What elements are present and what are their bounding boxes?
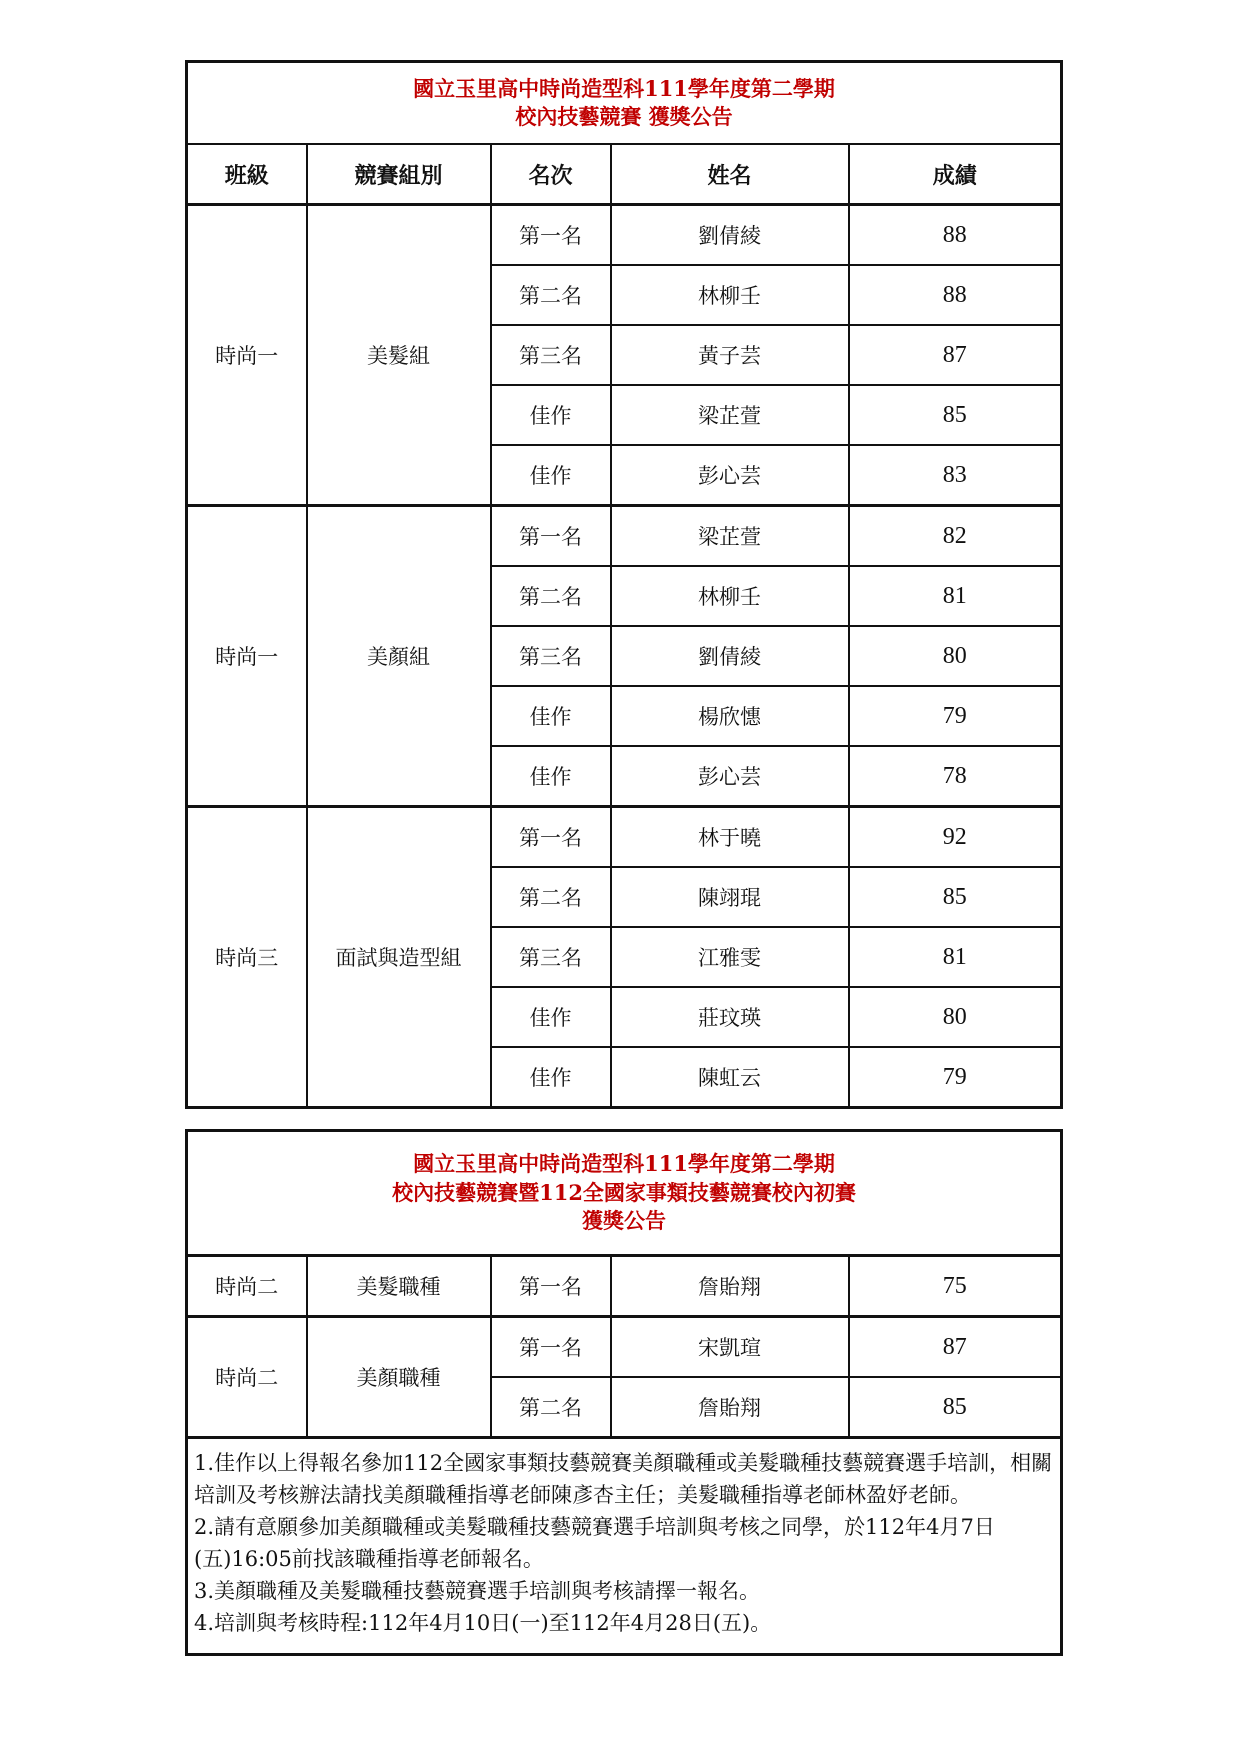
award-table-1 bbox=[185, 60, 1063, 1109]
table2-title-line3: 獲獎公告 bbox=[582, 1208, 667, 1234]
rank-cell: 第一名 bbox=[491, 506, 611, 567]
name-cell: 黃子芸 bbox=[611, 325, 849, 385]
score-cell: 80 bbox=[849, 987, 1062, 1047]
header-rank: 名次 bbox=[491, 144, 611, 205]
name-cell: 宋凱瑄 bbox=[611, 1317, 849, 1378]
name-cell: 林柳壬 bbox=[611, 265, 849, 325]
table1-title-line2: 校內技藝競賽 獲獎公告 bbox=[515, 104, 733, 129]
award-table-2 bbox=[185, 1129, 1063, 1656]
table2-title-line2: 校內技藝競賽暨112全國家事類技藝競賽校內初賽 bbox=[392, 1179, 856, 1205]
name-cell: 彭心芸 bbox=[611, 746, 849, 807]
class-cell: 時尚一 bbox=[187, 205, 307, 506]
score-cell: 87 bbox=[849, 325, 1062, 385]
table-row bbox=[187, 1317, 1062, 1378]
note-item: 3.美顏職種及美髮職種技藝競賽選手培訓與考核請擇一報名。 bbox=[194, 1579, 761, 1603]
rank-cell: 第三名 bbox=[491, 927, 611, 987]
name-cell: 梁芷萱 bbox=[611, 506, 849, 567]
score-cell: 87 bbox=[849, 1317, 1062, 1378]
rank-cell: 第三名 bbox=[491, 325, 611, 385]
score-cell: 79 bbox=[849, 1047, 1062, 1108]
score-cell: 80 bbox=[849, 626, 1062, 686]
category-cell: 美顏職種 bbox=[307, 1317, 491, 1438]
name-cell: 梁芷萱 bbox=[611, 385, 849, 445]
table-row bbox=[187, 205, 1062, 266]
category-cell: 美髮組 bbox=[307, 205, 491, 506]
rank-cell: 佳作 bbox=[491, 686, 611, 746]
name-cell: 詹貽翔 bbox=[611, 1377, 849, 1438]
notes-row bbox=[187, 1438, 1062, 1655]
name-cell: 陳虹云 bbox=[611, 1047, 849, 1108]
rank-cell: 佳作 bbox=[491, 1047, 611, 1108]
table-row bbox=[187, 506, 1062, 567]
rank-cell: 佳作 bbox=[491, 385, 611, 445]
name-cell: 詹貽翔 bbox=[611, 1256, 849, 1317]
rank-cell: 第二名 bbox=[491, 867, 611, 927]
header-category: 競賽組別 bbox=[307, 144, 491, 205]
class-cell: 時尚一 bbox=[187, 506, 307, 807]
note-item: 4.培訓與考核時程:112年4月10日(一)至112年4月28日(五)。 bbox=[194, 1611, 772, 1635]
score-cell: 85 bbox=[849, 1377, 1062, 1438]
score-cell: 85 bbox=[849, 867, 1062, 927]
table2-title-line1: 國立玉里高中時尚造型科111學年度第二學期 bbox=[413, 1151, 835, 1177]
score-cell: 75 bbox=[849, 1256, 1062, 1317]
name-cell: 劉倩綾 bbox=[611, 205, 849, 266]
category-cell: 美髮職種 bbox=[307, 1256, 491, 1317]
score-cell: 83 bbox=[849, 445, 1062, 506]
rank-cell: 第二名 bbox=[491, 265, 611, 325]
table1-header-row bbox=[187, 144, 1062, 205]
score-cell: 88 bbox=[849, 205, 1062, 266]
name-cell: 莊玟瑛 bbox=[611, 987, 849, 1047]
score-cell: 88 bbox=[849, 265, 1062, 325]
rank-cell: 第一名 bbox=[491, 1317, 611, 1378]
table2-title bbox=[187, 1131, 1062, 1256]
score-cell: 81 bbox=[849, 927, 1062, 987]
rank-cell: 第一名 bbox=[491, 807, 611, 868]
rank-cell: 佳作 bbox=[491, 445, 611, 506]
name-cell: 陳翊琨 bbox=[611, 867, 849, 927]
name-cell: 林于曉 bbox=[611, 807, 849, 868]
category-cell: 美顏組 bbox=[307, 506, 491, 807]
name-cell: 楊欣憓 bbox=[611, 686, 849, 746]
name-cell: 林柳壬 bbox=[611, 566, 849, 626]
note-item: 2.請有意願參加美顏職種或美髮職種技藝競賽選手培訓與考核之同學，於112年4月7日(五)16:05前找該職種指導老師報名。 bbox=[194, 1515, 995, 1571]
rank-cell: 第二名 bbox=[491, 566, 611, 626]
note-item: 1.佳作以上得報名參加112全國家事類技藝競賽美顏職種或美髮職種技藝競賽選手培訓，相關培訓及考核辦法請找美顏職種指導老師陳彥杏主任；美髮職種指導老師林盈妤老師。 bbox=[194, 1451, 1053, 1507]
score-cell: 79 bbox=[849, 686, 1062, 746]
category-cell: 面試與造型組 bbox=[307, 807, 491, 1108]
rank-cell: 第二名 bbox=[491, 1377, 611, 1438]
header-name: 姓名 bbox=[611, 144, 849, 205]
score-cell: 82 bbox=[849, 506, 1062, 567]
name-cell: 劉倩綾 bbox=[611, 626, 849, 686]
class-cell: 時尚二 bbox=[187, 1317, 307, 1438]
score-cell: 85 bbox=[849, 385, 1062, 445]
rank-cell: 第一名 bbox=[491, 205, 611, 266]
header-score: 成績 bbox=[849, 144, 1062, 205]
rank-cell: 第三名 bbox=[491, 626, 611, 686]
rank-cell: 佳作 bbox=[491, 746, 611, 807]
score-cell: 81 bbox=[849, 566, 1062, 626]
name-cell: 江雅雯 bbox=[611, 927, 849, 987]
table-row bbox=[187, 807, 1062, 868]
score-cell: 78 bbox=[849, 746, 1062, 807]
table-row bbox=[187, 1256, 1062, 1317]
rank-cell: 佳作 bbox=[491, 987, 611, 1047]
header-class: 班級 bbox=[187, 144, 307, 205]
name-cell: 彭心芸 bbox=[611, 445, 849, 506]
table1-title-line1: 國立玉里高中時尚造型科111學年度第二學期 bbox=[413, 75, 835, 101]
score-cell: 92 bbox=[849, 807, 1062, 868]
class-cell: 時尚三 bbox=[187, 807, 307, 1108]
class-cell: 時尚二 bbox=[187, 1256, 307, 1317]
rank-cell: 第一名 bbox=[491, 1256, 611, 1317]
notes-cell bbox=[187, 1438, 1062, 1655]
table1-title bbox=[187, 62, 1062, 145]
